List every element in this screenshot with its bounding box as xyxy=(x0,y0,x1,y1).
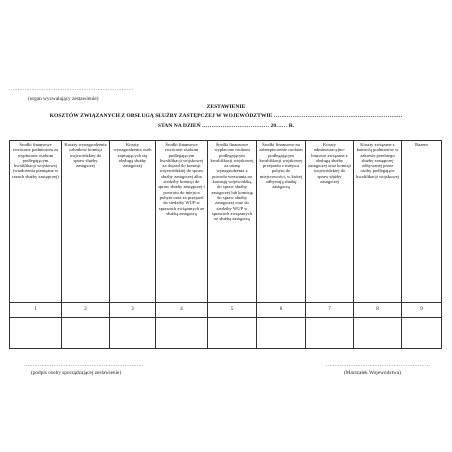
table-cell[interactable] xyxy=(110,318,156,349)
signature-dots-left: …………………………………………………………… xyxy=(24,363,144,368)
signature-dots-right: …………………………………………………… xyxy=(326,363,430,368)
column-header: Koszty administracyjno-biurowe związane z obsługą służby zastępczej oraz komisji wojewódzkiej do spraw służby zastępczej xyxy=(306,141,354,303)
document-date-line: STAN NA DZIEŃ ……………………………… 20…… R. xyxy=(157,123,295,129)
table-cell[interactable] xyxy=(354,318,402,349)
signature-label-right: (Marszałek Województwa) xyxy=(344,370,401,376)
table-cell[interactable] xyxy=(156,318,208,349)
column-number: 5 xyxy=(208,303,257,318)
document-title: ZESTAWIENIE xyxy=(206,104,246,110)
table-cell[interactable] xyxy=(208,318,257,349)
column-header: Koszty wynagrodzenia członków komisji wojewódzkiej do spraw służby zastępczej xyxy=(62,141,110,303)
table-cell[interactable] xyxy=(62,318,110,349)
organ-dots: ……………………………………………………………… xyxy=(9,87,134,92)
table-header-row xyxy=(10,141,442,303)
column-header: Koszty wynagrodzenia osób zajmujących się obsługą służby zastępczej xyxy=(110,141,156,303)
column-header: Środki finansowe zwrócone podmiotom za wypłacone osobom podlegającym kwalifikacji wojskowej (wiadczenia pieniężne w razach służby zastępczej) xyxy=(10,141,62,303)
column-header: Środki finansowe wypłacone osobom podlegającym kwalifikacji wojskowej za utratę wynagrodzenia z powodu wezwania na komisję wojewódzką do spraw służby zastępczej lub komisję do spraw służby zastępczej oraz do siedziby WUP w sprawach związanych ze służbą zastępczą xyxy=(208,141,257,303)
column-number: 4 xyxy=(156,303,208,318)
column-header: Koszty związane z kontrolą podmiotów w zakresie przebiegu służby zastępczej odbywanej przez osoby podlegające kwalifikacji wojskowej xyxy=(354,141,402,303)
column-number: 2 xyxy=(62,303,110,318)
table-number-row xyxy=(10,303,442,318)
signature-label-left: (podpis osoby sporządzającej zestawienie) xyxy=(31,370,122,376)
column-number: 6 xyxy=(257,303,306,318)
costs-table xyxy=(9,140,442,349)
column-header: Razem xyxy=(402,141,442,303)
column-number: 3 xyxy=(110,303,156,318)
organ-label: (organ wyzwalający zestawienie) xyxy=(28,96,99,102)
column-header: Środki finansowe na zabezpieczenie osobom podlegającym kwalifikacji wojskowej przejazdu z miejsca pobytu do miejscowości, w której odbywają służbę zastępczą xyxy=(257,141,306,303)
table-data-row xyxy=(10,318,442,349)
table-cell[interactable] xyxy=(10,318,62,349)
column-number: 8 xyxy=(354,303,402,318)
table-cell[interactable] xyxy=(257,318,306,349)
column-number: 1 xyxy=(10,303,62,318)
column-header: Środki finansowe zwrócone osobom podlegającym kwalifikacji wojskowej za dojazd do komisji wojewódzkiej do spraw służby zastępczej albo siedziby komisji do spraw służby zastępczej i powrotu do miejsca pobytu oraz za przejazd do siedziby WUP w sprawach związanych ze służbą zastępczą xyxy=(156,141,208,303)
table-cell[interactable] xyxy=(402,318,442,349)
column-number: 9 xyxy=(402,303,442,318)
table-cell[interactable] xyxy=(306,318,354,349)
document-subtitle: KOSZTÓW ZWIĄZANYCH Z OBSŁUGĄ SŁUŻBY ZASTĘPCZEJ W WOJEWÓDZTWIE …………………………………………………………… xyxy=(49,113,403,119)
column-number: 7 xyxy=(306,303,354,318)
